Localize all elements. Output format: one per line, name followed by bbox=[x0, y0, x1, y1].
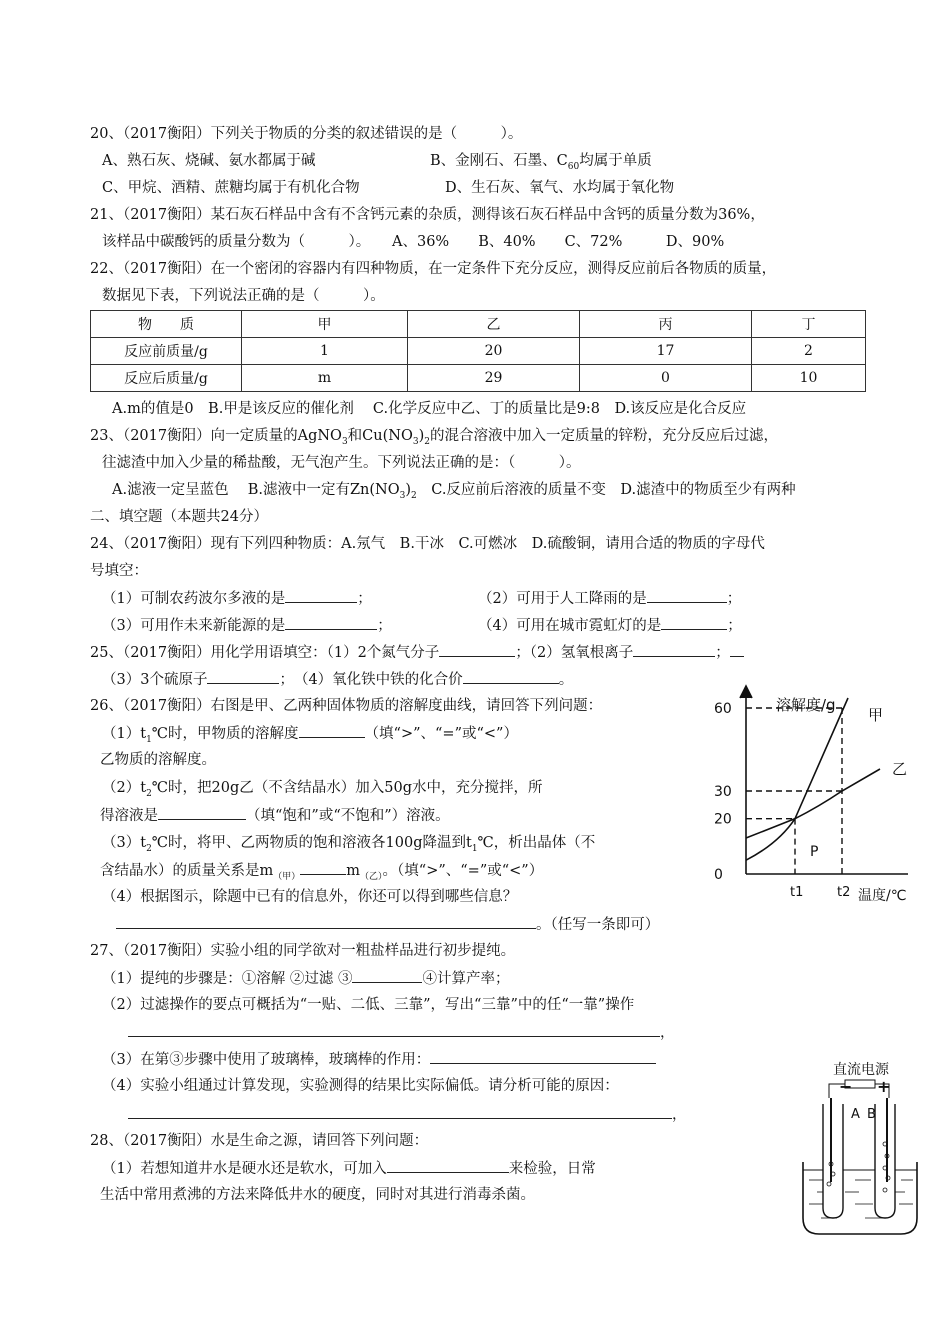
q28-part1-cont: 生活中常用煮沸的方法来降低井水的硬度，同时对其进行消毒杀菌。 bbox=[100, 1187, 535, 1203]
answer-blank[interactable] bbox=[158, 805, 246, 820]
q26-stem: 26、（2017衡阳）右图是甲、乙两种固体物质的溶解度曲线，请回答下列问题： bbox=[90, 698, 603, 714]
x-axis-label: 温度/℃ bbox=[858, 888, 907, 904]
series-yi-label: 乙 bbox=[892, 760, 908, 778]
table-header-cell: 乙 bbox=[408, 311, 580, 338]
tube-a-label: A bbox=[851, 1107, 860, 1122]
q27-part1: （1）提纯的步骤是：①溶解 ②过滤 ③ ④计算产率； bbox=[102, 968, 509, 989]
y-axis-arrow bbox=[740, 686, 752, 698]
q20-stem: 20、（2017衡阳）下列关于物质的分类的叙述错误的是（ ）。 bbox=[90, 126, 523, 142]
solubility-chart bbox=[700, 678, 925, 922]
series-jia-label: 甲 bbox=[868, 706, 884, 724]
table-cell: 20 bbox=[408, 338, 580, 365]
q20-option-b: B、金刚石、石墨、$C_{60}$均属于单质 bbox=[430, 153, 652, 172]
q25-line1: 25、（2017衡阳）用化学用语填空：（1）2个氮气分子 ；（2）氢氧根离子 ； bbox=[90, 642, 744, 663]
q27-part2: （2）过滤操作的要点可概括为“一贴、二低、三靠”，写出“三靠”中的任“一靠”操作 bbox=[102, 997, 635, 1013]
table-cell: 10 bbox=[752, 365, 866, 392]
q22-options: A.m的值是0 B.甲是该反应的催化剂 C.化学反应中乙、丁的质量比是9:8 D.该反应是化合反应 bbox=[112, 401, 747, 417]
q24-part4: （4）可用在城市霓虹灯的是 ； bbox=[478, 615, 742, 636]
table-header-cell: 丙 bbox=[580, 311, 752, 338]
section-heading: 二、填空题（本题共24分） bbox=[90, 509, 268, 525]
table-row bbox=[91, 338, 866, 365]
answer-blank[interactable] bbox=[439, 642, 515, 657]
table-cell: m bbox=[242, 365, 408, 392]
q27-part2-cont: ， bbox=[128, 1022, 675, 1043]
q24-part1: （1）可制农药波尔多液的是 ； bbox=[102, 588, 372, 609]
q23-options: A.滤液一定呈蓝色 B.滤液中一定有$Zn(NO_3)_2$ C.反应前后溶液的质量不变 D.滤渣中的物质至少有两种 bbox=[112, 482, 796, 501]
table-row bbox=[91, 365, 866, 392]
q20-option-d: D、生石灰、氧气、水均属于氧化物 bbox=[445, 180, 675, 196]
table-header-row bbox=[91, 311, 866, 338]
q27-part4: （4）实验小组通过计算发现，实验测得的结果比实际偏低。请分析可能的原因： bbox=[102, 1078, 619, 1094]
q24-part3: （3）可用作未来新能源的是 ； bbox=[102, 615, 392, 636]
answer-blank[interactable] bbox=[730, 642, 744, 657]
table-cell: 0 bbox=[580, 365, 752, 392]
answer-blank[interactable] bbox=[285, 615, 377, 630]
x-tick-label: t1 bbox=[790, 885, 804, 900]
q24-part2: （2）可用于人工降雨的是 ； bbox=[478, 588, 741, 609]
answer-blank[interactable] bbox=[116, 914, 536, 929]
answer-blank[interactable] bbox=[430, 1049, 656, 1064]
q22-line1: 22、（2017衡阳）在一个密闭的容器内有四种物质，在一定条件下充分反应，测得反应前后各物质的质量， bbox=[90, 261, 777, 277]
table-cell: 29 bbox=[408, 365, 580, 392]
answer-blank[interactable] bbox=[207, 669, 279, 684]
answer-blank[interactable] bbox=[352, 968, 422, 983]
tube-b-label: B bbox=[867, 1107, 876, 1122]
q20-option-c: C、甲烷、酒精、蔗糖均属于有机化合物 bbox=[102, 180, 360, 196]
answer-blank[interactable] bbox=[299, 723, 365, 738]
q26-part4: （4）根据图示，除题中已有的信息外，你还可以得到哪些信息？ bbox=[102, 889, 518, 905]
y-tick-label: 20 bbox=[714, 811, 732, 828]
q27-part4-cont: ， bbox=[128, 1104, 687, 1125]
q26-part2: $(2)t_2℃$时，把20g乙（不含结晶水）加入50g水中，充分搅拌，所 bbox=[102, 780, 543, 799]
table-cell: 2 bbox=[752, 338, 866, 365]
answer-blank[interactable] bbox=[661, 615, 727, 630]
q21-line2: 该样品中碳酸钙的质量分数为（ ）。 A、36% B、40% C、72% D、90% bbox=[102, 234, 725, 250]
point-p-label: P bbox=[810, 844, 819, 860]
answer-blank[interactable] bbox=[285, 588, 357, 603]
q27-stem: 27、（2017衡阳）实验小组的同学欲对一粗盐样品进行初步提纯。 bbox=[90, 943, 516, 959]
series-jia-line bbox=[746, 698, 848, 860]
answer-blank[interactable] bbox=[387, 1158, 509, 1173]
q22-data-table bbox=[90, 310, 866, 392]
table-cell: 反应后质量/g bbox=[91, 365, 242, 392]
answer-blank[interactable] bbox=[128, 1022, 660, 1037]
y-tick-label: 0 bbox=[714, 867, 723, 883]
tube-a bbox=[823, 1104, 843, 1218]
y-tick-label: 30 bbox=[714, 784, 732, 800]
plus-sign: + bbox=[877, 1077, 891, 1096]
table-cell: 反应前质量/g bbox=[91, 338, 242, 365]
answer-blank[interactable] bbox=[300, 860, 346, 875]
table-header-cell: 丁 bbox=[752, 311, 866, 338]
water-trough bbox=[803, 1162, 917, 1234]
q28-part1: （1）若想知道井水是硬水还是软水，可加入 来检验，日常 bbox=[102, 1158, 596, 1179]
q26-part2-cont: 得溶液是 （填“饱和”或“不饱和”）溶液。 bbox=[100, 805, 450, 826]
q26-part1-cont: 乙物质的溶解度。 bbox=[100, 752, 216, 768]
table-header-cell: 物 质 bbox=[91, 311, 242, 338]
q21-line1: 21、（2017衡阳）某石灰石样品中含有不含钙元素的杂质，测得该石灰石样品中含钙的质量分数为36%， bbox=[90, 207, 765, 223]
q26-part3: $(3)t_2℃$时，将甲、乙两物质的饱和溶液各100g降温到$t_1℃$，析出晶体（不 bbox=[102, 835, 596, 854]
q22-line2: 数据见下表，下列说法正确的是（ ）。 bbox=[102, 288, 385, 304]
answer-blank[interactable] bbox=[128, 1104, 672, 1119]
x-tick-label: t2 bbox=[837, 885, 851, 900]
q26-part4-cont: 。（任写一条即可） bbox=[116, 914, 659, 935]
table-cell: 17 bbox=[580, 338, 752, 365]
q23-line1: 23、（2017衡阳）向一定质量的AgNO$_3$和$Cu(NO_3)_2$的混合溶液中加入一定质量的锌粉，充分反应后过滤， bbox=[90, 428, 778, 447]
q28-stem: 28、（2017衡阳）水是生命之源，请回答下列问题： bbox=[90, 1133, 429, 1149]
y-axis-label: 溶解度/g bbox=[776, 696, 836, 714]
electrolysis-apparatus bbox=[795, 1058, 925, 1252]
q24-line2: 号填空： bbox=[90, 563, 148, 579]
y-tick-label: 60 bbox=[714, 701, 732, 717]
q20-option-a: A、熟石灰、烧碱、氨水都属于碱 bbox=[102, 153, 316, 169]
q27-part3: （3）在第③步骤中使用了玻璃棒，玻璃棒的作用： bbox=[102, 1049, 656, 1070]
table-cell: 1 bbox=[242, 338, 408, 365]
answer-blank[interactable] bbox=[647, 588, 727, 603]
table-header-cell: 甲 bbox=[242, 311, 408, 338]
tube-b bbox=[875, 1104, 895, 1218]
q25-line2: （3）3个硫原子 ； （4）氧化铁中铁的化合价 。 bbox=[102, 669, 573, 690]
q26-part3-cont: 含结晶水）的质量关系是$m_{(甲)}$ $m_{(乙)}$。（填“>”、“=”或“<”） bbox=[100, 860, 543, 887]
power-supply-label: 直流电源 bbox=[833, 1062, 889, 1078]
q24-line1: 24、（2017衡阳）现有下列四种物质：A.氖气 B.干冰 C.可燃冰 D.硫酸铜，请用合适的物质的字母代 bbox=[90, 536, 765, 552]
minus-sign: − bbox=[839, 1077, 853, 1096]
answer-blank[interactable] bbox=[633, 642, 715, 657]
answer-blank[interactable] bbox=[463, 669, 559, 684]
q23-line2: 往滤渣中加入少量的稀盐酸，无气泡产生。下列说法正确的是：（ ）。 bbox=[102, 455, 581, 471]
q26-part1: $(1)t_1℃$时，甲物质的溶解度 （填“>”、“=”或“<”） bbox=[102, 723, 518, 750]
